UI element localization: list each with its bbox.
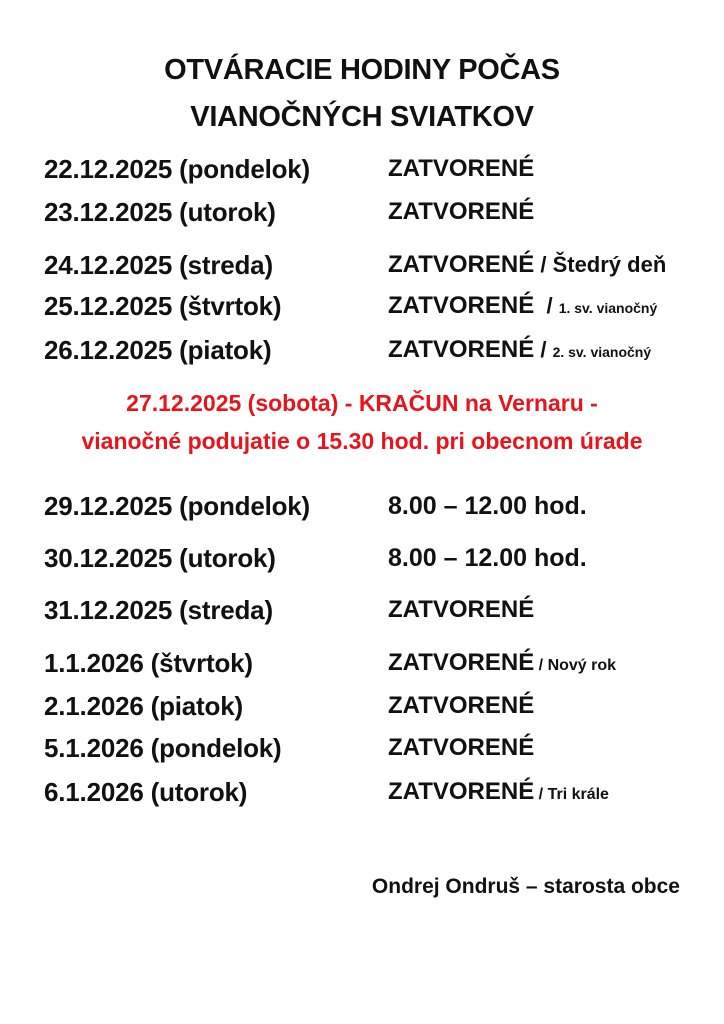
schedule-note: / Štedrý deň	[534, 252, 667, 277]
note-separator: /	[534, 337, 553, 362]
schedule-row	[0, 245, 724, 285]
schedule-status: ZATVORENÉ	[388, 155, 535, 182]
schedule-date: 22.12.2025 (pondelok)	[44, 154, 311, 184]
event-announcement-line-1: 27.12.2025 (sobota) - KRAČUN na Vernaru -	[126, 390, 598, 416]
schedule-note: 2. sv. vianočný	[552, 344, 652, 360]
schedule-row	[0, 330, 724, 370]
schedule-status-text: ZATVORENÉ	[388, 649, 535, 676]
page-title-line-1: OTVÁRACIE HODINY POČAS	[164, 54, 560, 86]
event-announcement-line-2: vianočné podujatie o 15.30 hod. pri obecnom úrade	[81, 428, 643, 454]
schedule-status-text: ZATVORENÉ	[388, 778, 535, 805]
schedule-date: 24.12.2025 (streda)	[44, 250, 273, 280]
schedule-status: ZATVORENÉ	[388, 734, 535, 761]
schedule-row	[0, 686, 724, 726]
schedule-row	[0, 192, 724, 232]
schedule-row	[0, 149, 724, 189]
schedule-status-text: ZATVORENÉ	[388, 336, 535, 363]
note-separator: /	[534, 293, 559, 318]
schedule-status: ZATVORENÉ	[388, 596, 535, 623]
page-title-line-2: VIANOČNÝCH SVIATKOV	[190, 101, 534, 133]
schedule-date: 5.1.2026 (pondelok)	[44, 733, 282, 763]
schedule-row	[0, 728, 724, 768]
schedule-date: 23.12.2025 (utorok)	[44, 197, 276, 227]
schedule-date: 29.12.2025 (pondelok)	[44, 491, 311, 521]
schedule-note: Tri krále	[547, 786, 609, 803]
schedule-row	[0, 286, 724, 326]
schedule-date: 6.1.2026 (utorok)	[44, 777, 248, 807]
schedule-status-with-note	[388, 772, 609, 815]
schedule-status: ZATVORENÉ	[388, 198, 535, 225]
schedule-note: 1. sv. vianočný	[558, 300, 658, 316]
schedule-date: 30.12.2025 (utorok)	[44, 543, 276, 573]
note-separator: /	[534, 657, 548, 674]
schedule-status-with-note	[388, 643, 616, 686]
schedule-date: 31.12.2025 (streda)	[44, 595, 273, 625]
signature: Ondrej Ondruš – starosta obce	[371, 875, 680, 898]
schedule-row	[0, 486, 724, 526]
schedule-status-text: ZATVORENÉ	[388, 292, 535, 319]
schedule-status: 8.00 – 12.00 hod.	[388, 492, 587, 520]
schedule-date: 2.1.2026 (piatok)	[44, 691, 243, 721]
schedule-date: 1.1.2026 (štvrtok)	[44, 648, 253, 678]
note-separator: /	[534, 786, 548, 803]
schedule-status-with-note	[388, 330, 651, 372]
schedule-status-text: ZATVORENÉ	[388, 251, 535, 278]
schedule-date: 25.12.2025 (štvrtok)	[44, 291, 282, 321]
schedule-row	[0, 643, 724, 683]
schedule-row	[0, 538, 724, 578]
schedule-status: ZATVORENÉ	[388, 692, 535, 719]
schedule-note: Nový rok	[547, 657, 617, 674]
schedule-status: 8.00 – 12.00 hod.	[388, 544, 587, 572]
schedule-status-with-note	[388, 245, 666, 285]
schedule-row	[0, 772, 724, 812]
schedule-row	[0, 590, 724, 630]
schedule-date: 26.12.2025 (piatok)	[44, 335, 272, 365]
schedule-status-with-note	[388, 286, 657, 328]
